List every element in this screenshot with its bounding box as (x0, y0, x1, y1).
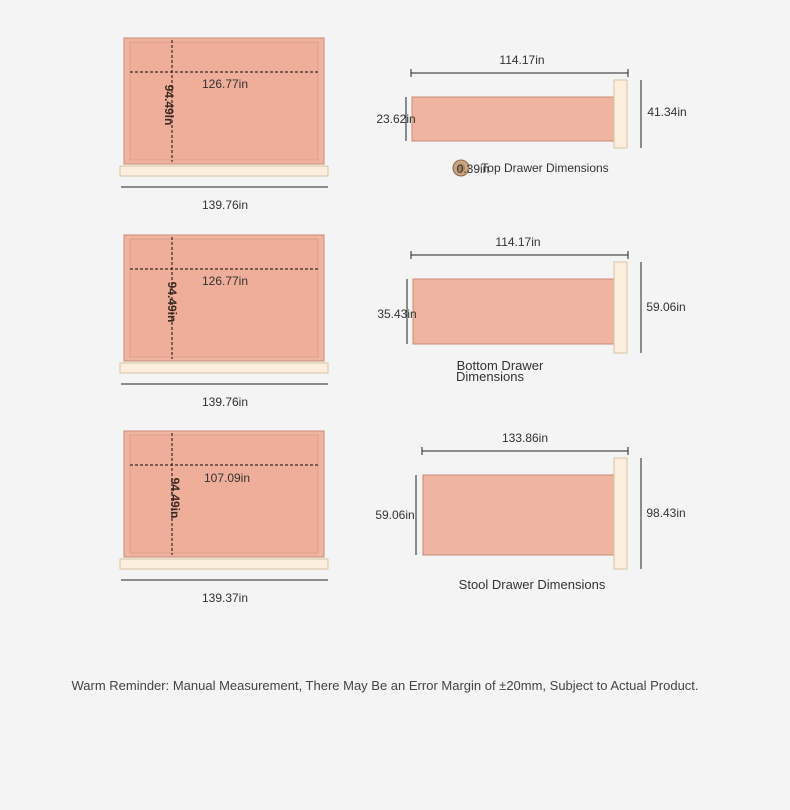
outer-width-label: 139.76in (201, 395, 249, 409)
top-drawer-front-view (120, 38, 328, 212)
drawer-base-board (120, 166, 328, 176)
side-inner-height-label: 35.43in (377, 307, 417, 321)
side-height-label: 59.06in (646, 300, 686, 314)
drawer-side-panel (413, 279, 614, 344)
drawer-front-panel-edge (614, 458, 627, 569)
side-length-label: 114.17in (495, 235, 541, 249)
inner-width-label: 126.77in (201, 77, 249, 91)
outer-width-label: 139.37in (201, 591, 249, 605)
panel-thickness-label: 0.39in (456, 162, 490, 176)
side-inner-height-label: 59.06in (375, 508, 415, 522)
inner-width-label: 126.77in (201, 274, 249, 288)
front-height-label: 94.49in (168, 477, 182, 519)
drawer-base-board (120, 559, 328, 569)
top-drawer-caption: Top Drawer Dimensions (481, 161, 609, 175)
stool-drawer-caption: Stool Drawer Dimensions (458, 577, 606, 592)
side-height-label: 98.43in (646, 506, 686, 520)
drawer-front-panel-edge (614, 80, 627, 148)
front-height-label: 94.49in (165, 281, 179, 323)
drawer-front-inner (130, 42, 318, 160)
bottom-drawer-caption-line1: Bottom Drawer (456, 358, 544, 373)
drawer-side-panel (423, 475, 614, 555)
top-drawer-side-view (376, 53, 686, 176)
inner-width-label: 107.09in (203, 471, 251, 485)
warm-reminder-note: Warm Reminder: Manual Measurement, There May Be an Error Margin of ±20mm, Subject to Actual Product. (71, 678, 699, 693)
side-length-label: 114.17in (499, 53, 545, 67)
bottom-drawer-side-view (377, 235, 685, 384)
side-length-label: 133.86in (501, 431, 549, 445)
drawer-side-panel (412, 97, 614, 141)
drawer-base-board (120, 363, 328, 373)
drawer-front-inner (130, 239, 318, 357)
stool-drawer-side-view (375, 431, 685, 592)
bottom-drawer-front-view (120, 235, 328, 409)
front-height-label: 94.49in (162, 84, 176, 126)
side-height-label: 41.34in (647, 105, 687, 119)
drawer-front-panel-edge (614, 262, 627, 353)
outer-width-label: 139.76in (201, 198, 249, 212)
side-inner-height-label: 23.62in (376, 112, 416, 126)
bottom-drawer-caption-line2: Dimensions (456, 369, 524, 384)
stool-drawer-front-view (120, 431, 328, 605)
drawer-front-inner (130, 435, 318, 553)
